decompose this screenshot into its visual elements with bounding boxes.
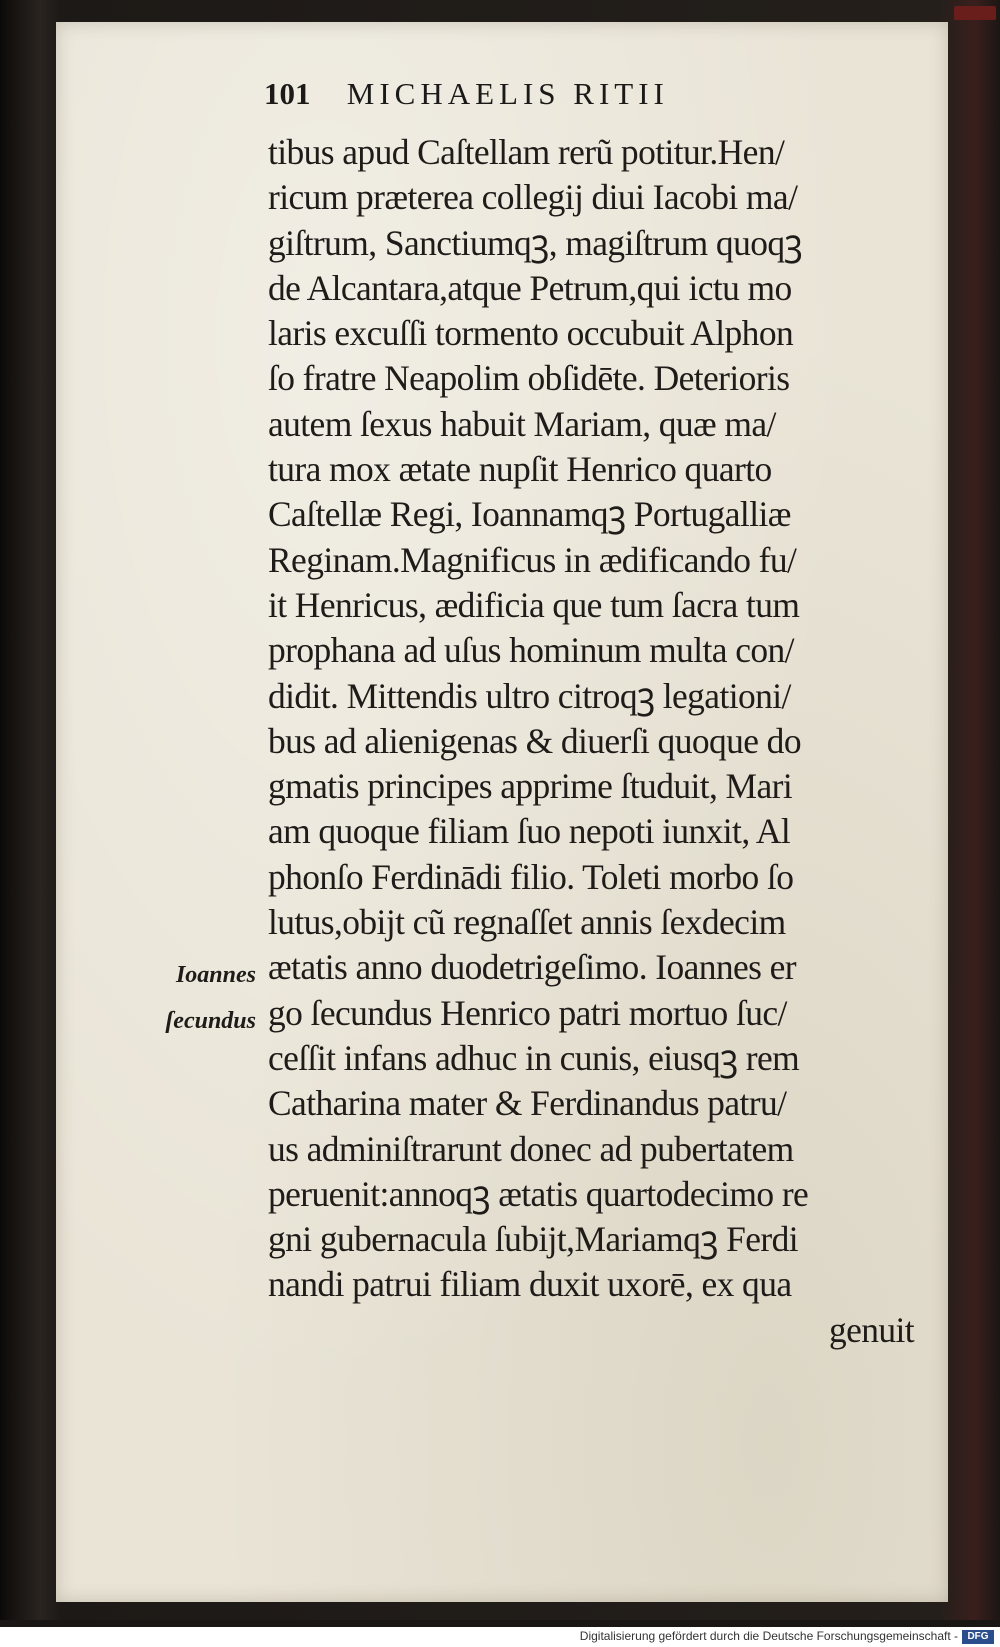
marginal-note-line-1: Ioannes (175, 962, 256, 988)
text-line: ricum prӕterea collegij diui Iacobi ma/ (268, 177, 798, 218)
folio-number: 101 (264, 76, 311, 111)
text-line: laris excuſſi tormento occubuit Alphon (268, 313, 794, 354)
text-line: phonſo Ferdinādi filio. Toleti morbo ſo (268, 856, 794, 897)
running-head (264, 76, 844, 120)
text-line: Caſtellӕ Regi, Ioannamqꝫ Portugalliӕ (268, 494, 791, 535)
text-line: lutus,obijt cũ regnaſſet annis ſexdecim (268, 902, 786, 943)
text-line: ӕtatis anno duodetrigeſimo. Ioannes er (268, 947, 797, 988)
text-line: ſo fratre Neapolim obſidēte. Deterioris (268, 358, 790, 399)
text-line: prophana ad uſus hominum multa con/ (268, 630, 794, 671)
text-line: giſtrum, Sanctiumqꝫ, magiſtrum quoqꝫ (268, 222, 803, 263)
text-line: go ſecundus Henrico patri mortuo ſuc/ (268, 992, 787, 1033)
text-line: nandi patrui filiam duxit uxorē, ex qua (268, 1264, 792, 1305)
text-line: de Alcantara,atque Petrum,qui ictu mo (268, 267, 792, 308)
running-title: MICHAELIS RITII (346, 76, 669, 111)
text-line: autem ſexus habuit Mariam, quӕ ma/ (268, 403, 776, 444)
text-line: bus ad alienigenas & diuerſi quoque do (268, 720, 801, 761)
main-text-block (268, 130, 918, 1353)
text-line: am quoque filiam ſuo nepoti iunxit, Al (268, 811, 791, 852)
text-line: gmatis principes apprime ſtuduit, Mari (268, 766, 793, 807)
digitization-footer (0, 1627, 1000, 1647)
text-line: tibus apud Caſtellam rerũ potitur.Hen/ (268, 132, 785, 172)
text-line: ceſſit infans adhuc in cunis, eiusqꝫ rem (268, 1037, 800, 1078)
text-line: Reginam.Magnificus in ӕdificando fu/ (268, 539, 797, 580)
marginal-note-line-2: ſecundus (165, 1008, 256, 1034)
catchword: genuit (828, 1309, 915, 1350)
text-line: it Henricus, ӕdificia que tum ſacra tum (268, 584, 800, 625)
text-line: Catharina mater & Ferdinandus patru/ (268, 1083, 787, 1124)
text-line: didit. Mittendis ultro citroqꝫ legationi/ (268, 675, 791, 716)
text-line: gni gubernacula ſubijt,Mariamqꝫ Ferdi (268, 1219, 798, 1260)
text-line: us adminiſtrarunt donec ad pubertatem (268, 1128, 794, 1169)
dfg-logo-icon[interactable]: DFG (962, 1630, 994, 1644)
text-line: tura mox ӕtate nupſit Henrico quarto (268, 449, 772, 490)
binding-edge-mark (954, 6, 996, 20)
funding-credit-text: Digitalisierung gefördert durch die Deutsche Forschungsgemeinschaft - (579, 1629, 958, 1643)
text-line: peruenit:annoqꝫ ӕtatis quartodecimo re (268, 1173, 809, 1214)
